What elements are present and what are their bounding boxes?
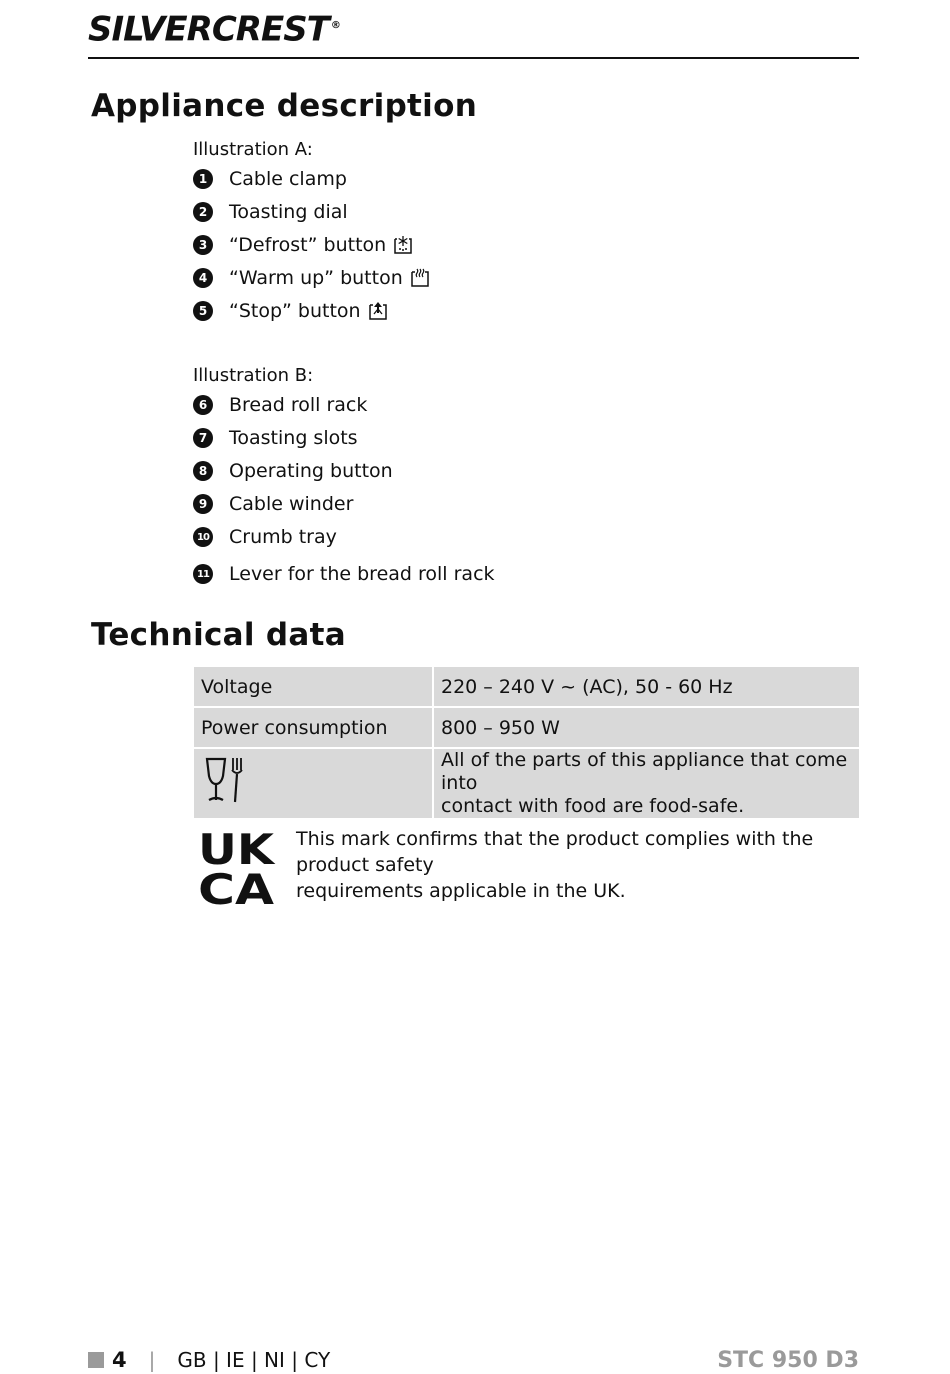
table-cell-value — [434, 749, 859, 820]
item-label: Toasting slots — [229, 427, 358, 449]
list-item — [193, 166, 347, 192]
item-number: 2 — [193, 202, 213, 222]
brand-name: SILVERCREST — [88, 9, 329, 50]
ukca-text-line1: This mark confirms that the product complies with the product safety — [296, 828, 814, 876]
list-item — [193, 561, 495, 587]
table-cell-label: Voltage — [194, 667, 434, 708]
model-number: STC 950 D3 — [717, 1347, 859, 1373]
item-label: Cable clamp — [229, 168, 347, 190]
item-number: 7 — [193, 428, 213, 448]
item-label: Bread roll rack — [229, 394, 368, 416]
table-row — [194, 667, 859, 708]
food-safe-icon — [201, 756, 249, 806]
item-label: “Warm up” button — [229, 267, 403, 289]
warm-up-icon — [409, 267, 431, 289]
list-item — [193, 265, 431, 291]
defrost-icon — [392, 234, 414, 256]
footer-divider: | — [148, 1348, 156, 1372]
item-number: 1 — [193, 169, 213, 189]
list-item — [193, 524, 337, 550]
item-label: Toasting dial — [229, 201, 348, 223]
table-cell-value: 220 – 240 V ~ (AC), 50 - 60 Hz — [434, 667, 859, 708]
item-label: Cable winder — [229, 493, 354, 515]
item-label: Operating button — [229, 460, 393, 482]
item-label: Lever for the bread roll rack — [229, 563, 495, 585]
ukca-text-line2: requirements applicable in the UK. — [296, 880, 626, 902]
item-number: 11 — [193, 564, 213, 584]
page-number: 4 — [112, 1348, 127, 1372]
technical-data-table — [194, 667, 859, 820]
appliance-description-title: Appliance description — [91, 88, 478, 124]
illustration-a-label: Illustration A: — [193, 139, 313, 160]
item-number: 9 — [193, 494, 213, 514]
list-item — [193, 298, 389, 324]
technical-data-title: Technical data — [91, 617, 346, 653]
country-codes: GB | IE | NI | CY — [177, 1348, 331, 1372]
item-label: “Stop” button — [229, 300, 361, 322]
item-number: 6 — [193, 395, 213, 415]
food-safe-text-line1: All of the parts of this appliance that come into — [441, 749, 848, 794]
table-row — [194, 708, 859, 749]
page-footer — [88, 1346, 330, 1374]
table-cell-label: Power consumption — [194, 708, 434, 749]
item-label: Crumb tray — [229, 526, 337, 548]
illustration-b-label: Illustration B: — [193, 365, 314, 386]
brand-logo — [88, 6, 340, 49]
ukca-description — [296, 826, 861, 904]
list-item — [193, 199, 348, 225]
item-number: 3 — [193, 235, 213, 255]
item-label: “Defrost” button — [229, 234, 387, 256]
ukca-line2: CA — [198, 865, 275, 908]
registered-mark: ® — [330, 20, 340, 31]
table-cell-value: 800 – 950 W — [434, 708, 859, 749]
item-number: 8 — [193, 461, 213, 481]
list-item — [193, 425, 358, 451]
list-item — [193, 392, 367, 418]
food-safe-text-line2: contact with food are food-safe. — [441, 795, 745, 817]
item-number: 10 — [193, 527, 213, 547]
list-item — [193, 491, 353, 517]
footer-square-icon — [88, 1352, 104, 1368]
table-row — [194, 749, 859, 820]
header-rule — [88, 57, 859, 59]
table-cell-label — [194, 749, 434, 820]
item-number: 5 — [193, 301, 213, 321]
stop-icon — [367, 300, 389, 322]
ukca-mark — [197, 828, 277, 908]
list-item — [193, 232, 414, 258]
list-item — [193, 458, 393, 484]
item-number: 4 — [193, 268, 213, 288]
ukca-line1: UK — [198, 828, 276, 874]
